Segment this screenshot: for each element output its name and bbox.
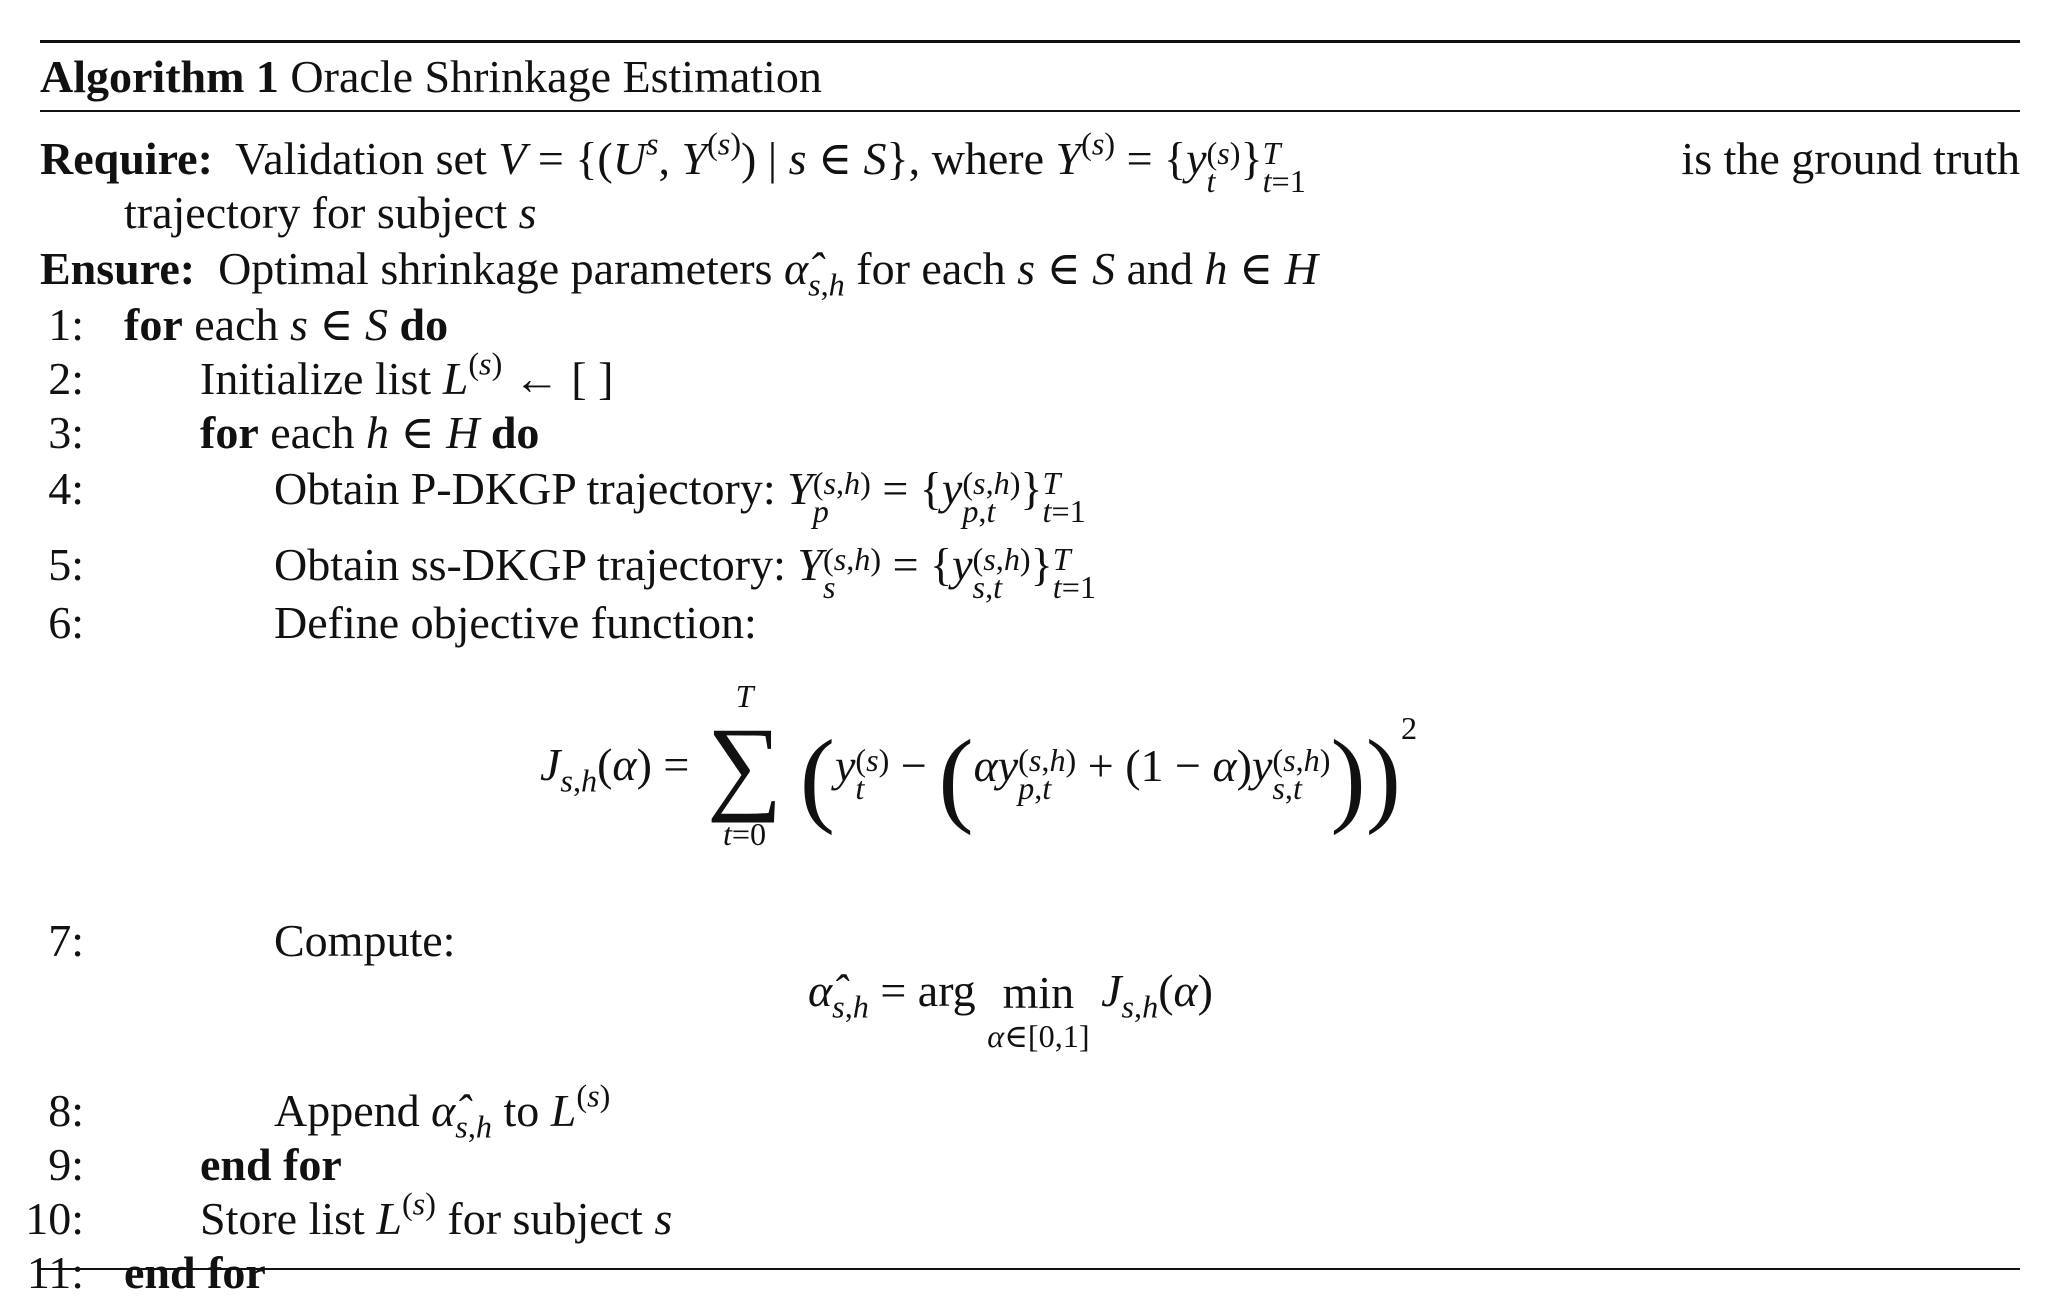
- line-number: 4:: [48, 463, 84, 514]
- bottom-rule: [40, 1268, 2020, 1270]
- argmin-equation: $\alphâ_{s,h}$ = arg min α∈[0,1] $J_{s,h}(\alpha)$: [808, 965, 1213, 1054]
- require-keyword: Require:: [40, 133, 213, 184]
- header-rule: [40, 110, 2020, 112]
- algorithm-header: [40, 51, 822, 102]
- line-3: for each h ∈ H do: [200, 407, 540, 458]
- line-5: Obtain ss-DKGP trajectory: Y (s,h) s = {y (s,h) s,t } T t=1: [274, 539, 1096, 605]
- require-line-2: trajectory for subject s: [124, 187, 537, 238]
- line-2: Initialize list $L^{(s)}$ ← [ ]: [200, 345, 614, 404]
- line-4: Obtain P-DKGP trajectory: Y (s,h) p = {y (s,h) p,t } T t=1: [274, 463, 1086, 529]
- min-operator: min α∈[0,1]: [987, 967, 1090, 1054]
- require-line: Require: Validation set $V = \{(U^s$, $Y^{(s)}$) | s ∈ S}, where $Y^{(s)} = \{y$ (s) t } T t=1 is the ground truth: [40, 125, 2020, 199]
- ensure-line: Ensure: Optimal shrinkage parameters $\alphâ_{s,h}$ for each s ∈ S and h ∈ H: [40, 243, 1318, 303]
- line-11: end for: [124, 1247, 266, 1298]
- ensure-keyword: Ensure:: [40, 243, 196, 294]
- line-number: 7:: [48, 915, 84, 966]
- line-number: 8:: [48, 1085, 84, 1136]
- line-9: end for: [200, 1139, 342, 1190]
- line-number: 2:: [48, 353, 84, 404]
- algorithm-title: Oracle Shrinkage Estimation: [290, 51, 822, 102]
- line-number: 11:: [26, 1247, 84, 1298]
- line-number: 10:: [25, 1193, 84, 1244]
- line-number: 3:: [48, 407, 84, 458]
- top-rule: [40, 40, 2020, 43]
- line-number: 1:: [48, 299, 84, 350]
- line-number: 5:: [48, 539, 84, 590]
- line-number: 6:: [48, 597, 84, 648]
- objective-equation: $J_{s,h}(\alpha)$ = T ∑ t=0 (y (s) t − (αy (s,h) p,t + (1 − α)y (s,h) s,t ))$^2$: [540, 678, 1418, 852]
- line-1: for each s ∈ S do: [124, 299, 449, 350]
- line-10: Store list $L^{(s)}$ for subject s: [200, 1185, 673, 1244]
- line-8: Append $\alphâ_{s,h}$ to $L^{(s)}$: [274, 1077, 611, 1145]
- line-7: Compute:: [274, 915, 456, 966]
- summation: T ∑ t=0: [706, 678, 783, 852]
- line-number: 9:: [48, 1139, 84, 1190]
- algorithm-label: Algorithm 1: [40, 51, 279, 102]
- line-6: Define objective function:: [274, 597, 757, 648]
